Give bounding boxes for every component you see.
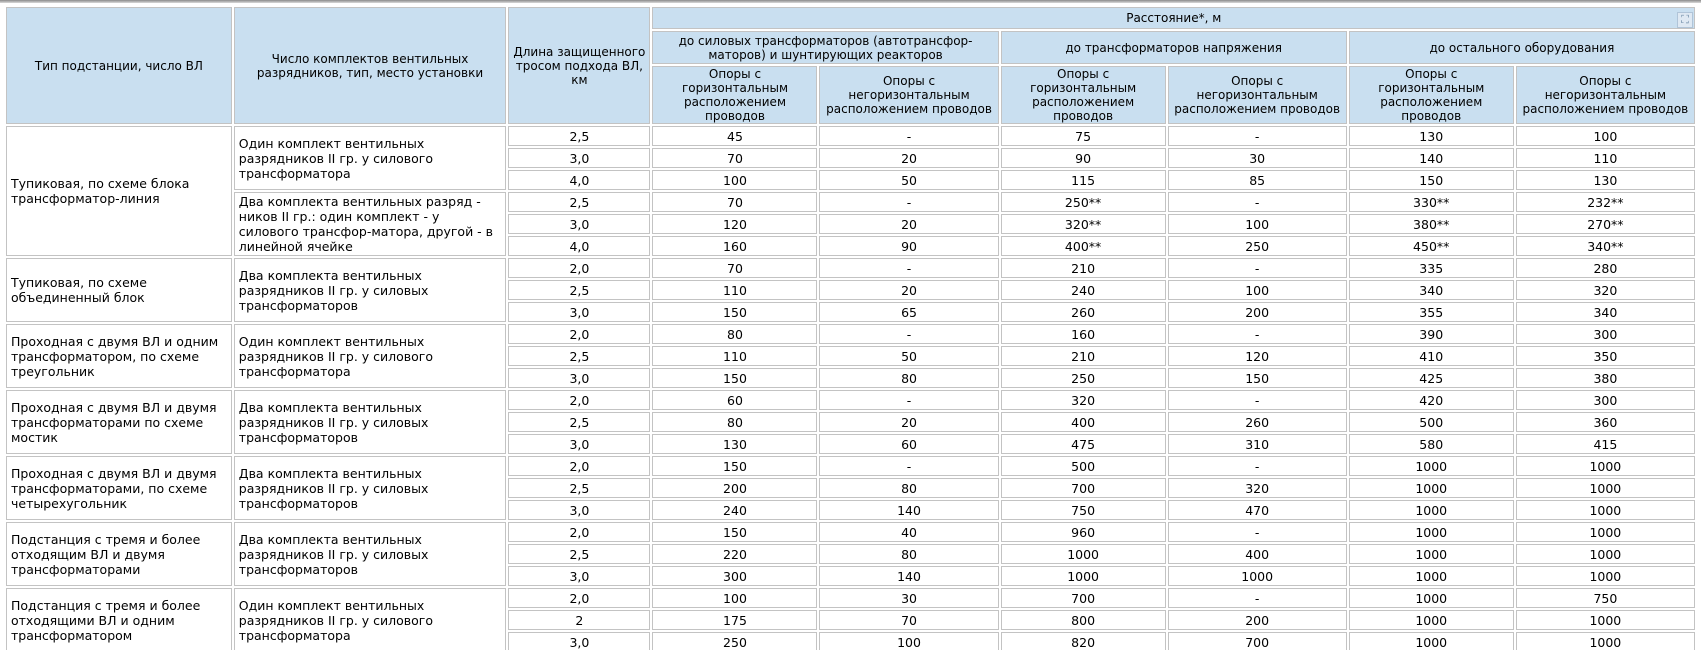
other-horizontal-cell: 330** bbox=[1349, 192, 1514, 212]
voltage-horizontal-cell: 1000 bbox=[1001, 566, 1166, 586]
power-nonhorizontal-cell: 70 bbox=[819, 610, 998, 630]
header-horizontal-supports: Опоры с горизонтальным расположением проводов bbox=[652, 66, 817, 124]
table-row bbox=[6, 390, 1695, 410]
length-cell: 2,5 bbox=[508, 478, 650, 498]
length-cell: 2,5 bbox=[508, 126, 650, 146]
other-nonhorizontal-cell: 100 bbox=[1516, 126, 1695, 146]
length-cell: 3,0 bbox=[508, 302, 650, 322]
voltage-nonhorizontal-cell: 310 bbox=[1168, 434, 1347, 454]
other-horizontal-cell: 380** bbox=[1349, 214, 1514, 234]
power-nonhorizontal-cell: 20 bbox=[819, 280, 998, 300]
length-cell: 3,0 bbox=[508, 434, 650, 454]
power-horizontal-cell: 240 bbox=[652, 500, 817, 520]
power-nonhorizontal-cell: 80 bbox=[819, 478, 998, 498]
power-horizontal-cell: 100 bbox=[652, 170, 817, 190]
power-nonhorizontal-cell: 50 bbox=[819, 346, 998, 366]
voltage-nonhorizontal-cell: 400 bbox=[1168, 544, 1347, 564]
power-nonhorizontal-cell: - bbox=[819, 192, 998, 212]
length-cell: 4,0 bbox=[508, 236, 650, 256]
length-cell: 2,0 bbox=[508, 324, 650, 344]
other-nonhorizontal-cell: 750 bbox=[1516, 588, 1695, 608]
length-cell: 3,0 bbox=[508, 566, 650, 586]
power-nonhorizontal-cell: 20 bbox=[819, 412, 998, 432]
other-nonhorizontal-cell: 340 bbox=[1516, 302, 1695, 322]
other-nonhorizontal-cell: 1000 bbox=[1516, 544, 1695, 564]
length-cell: 2,0 bbox=[508, 522, 650, 542]
power-nonhorizontal-cell: - bbox=[819, 126, 998, 146]
voltage-nonhorizontal-cell: - bbox=[1168, 324, 1347, 344]
power-horizontal-cell: 60 bbox=[652, 390, 817, 410]
other-nonhorizontal-cell: 1000 bbox=[1516, 500, 1695, 520]
power-horizontal-cell: 150 bbox=[652, 522, 817, 542]
other-nonhorizontal-cell: 280 bbox=[1516, 258, 1695, 278]
length-cell: 2,5 bbox=[508, 280, 650, 300]
header-group-voltage-transformers: до трансформаторов напряжения bbox=[1001, 31, 1347, 64]
length-cell: 2,5 bbox=[508, 192, 650, 212]
other-horizontal-cell: 1000 bbox=[1349, 500, 1514, 520]
voltage-nonhorizontal-cell: - bbox=[1168, 522, 1347, 542]
power-horizontal-cell: 175 bbox=[652, 610, 817, 630]
length-cell: 2,5 bbox=[508, 544, 650, 564]
voltage-horizontal-cell: 210 bbox=[1001, 346, 1166, 366]
power-nonhorizontal-cell: - bbox=[819, 456, 998, 476]
other-nonhorizontal-cell: 1000 bbox=[1516, 632, 1695, 652]
substation-type-cell: Тупиковая, по схеме объединенный блок bbox=[6, 258, 232, 322]
voltage-horizontal-cell: 500 bbox=[1001, 456, 1166, 476]
power-nonhorizontal-cell: 40 bbox=[819, 522, 998, 542]
power-horizontal-cell: 80 bbox=[652, 412, 817, 432]
voltage-horizontal-cell: 700 bbox=[1001, 478, 1166, 498]
arrester-set-cell: Два комплекта вентильных разрядников II гр. у силовых трансформаторов bbox=[234, 258, 506, 322]
other-nonhorizontal-cell: 300 bbox=[1516, 390, 1695, 410]
power-nonhorizontal-cell: 20 bbox=[819, 148, 998, 168]
distance-table bbox=[4, 5, 1697, 654]
table-row bbox=[6, 126, 1695, 146]
voltage-nonhorizontal-cell: - bbox=[1168, 126, 1347, 146]
power-nonhorizontal-cell: 20 bbox=[819, 214, 998, 234]
power-horizontal-cell: 110 bbox=[652, 346, 817, 366]
substation-type-cell: Подстанция с тремя и более отходящим ВЛ и двумя трансформаторами bbox=[6, 522, 232, 586]
table-row bbox=[6, 522, 1695, 542]
other-horizontal-cell: 580 bbox=[1349, 434, 1514, 454]
other-nonhorizontal-cell: 1000 bbox=[1516, 610, 1695, 630]
voltage-nonhorizontal-cell: - bbox=[1168, 390, 1347, 410]
voltage-nonhorizontal-cell: 100 bbox=[1168, 214, 1347, 234]
header-distance: Расстояние*, м bbox=[652, 7, 1695, 29]
header-horizontal-supports: Опоры с горизонтальным расположением проводов bbox=[1001, 66, 1166, 124]
length-cell: 2,0 bbox=[508, 456, 650, 476]
length-cell: 2,0 bbox=[508, 390, 650, 410]
substation-type-cell: Подстанция с тремя и более отходящими ВЛ и одним трансформатором bbox=[6, 588, 232, 652]
other-horizontal-cell: 450** bbox=[1349, 236, 1514, 256]
power-nonhorizontal-cell: - bbox=[819, 324, 998, 344]
voltage-horizontal-cell: 115 bbox=[1001, 170, 1166, 190]
voltage-horizontal-cell: 320** bbox=[1001, 214, 1166, 234]
other-horizontal-cell: 355 bbox=[1349, 302, 1514, 322]
header-group-power-transformers: до силовых трансформаторов (автотрансфор-маторов) и шунтирующих реакторов bbox=[652, 31, 998, 64]
header-nonhorizontal-supports: Опоры с негоризонтальным расположением проводов bbox=[1516, 66, 1695, 124]
voltage-horizontal-cell: 700 bbox=[1001, 588, 1166, 608]
other-nonhorizontal-cell: 130 bbox=[1516, 170, 1695, 190]
voltage-horizontal-cell: 820 bbox=[1001, 632, 1166, 652]
voltage-horizontal-cell: 400 bbox=[1001, 412, 1166, 432]
other-nonhorizontal-cell: 110 bbox=[1516, 148, 1695, 168]
other-horizontal-cell: 1000 bbox=[1349, 522, 1514, 542]
other-horizontal-cell: 410 bbox=[1349, 346, 1514, 366]
voltage-nonhorizontal-cell: 85 bbox=[1168, 170, 1347, 190]
other-nonhorizontal-cell: 1000 bbox=[1516, 478, 1695, 498]
arrester-set-cell: Два комплекта вентильных разрядников II гр. у силовых трансформаторов bbox=[234, 456, 506, 520]
other-nonhorizontal-cell: 415 bbox=[1516, 434, 1695, 454]
voltage-nonhorizontal-cell: 120 bbox=[1168, 346, 1347, 366]
arrester-set-cell: Один комплект вентильных разрядников II гр. у силового трансформатора bbox=[234, 588, 506, 652]
substation-type-cell: Проходная с двумя ВЛ и двумя трансформаторами, по схеме четырехугольник bbox=[6, 456, 232, 520]
length-cell: 4,0 bbox=[508, 170, 650, 190]
substation-type-cell: Проходная с двумя ВЛ и двумя трансформаторами по схеме мостик bbox=[6, 390, 232, 454]
power-nonhorizontal-cell: 50 bbox=[819, 170, 998, 190]
length-cell: 3,0 bbox=[508, 368, 650, 388]
length-cell: 2,0 bbox=[508, 258, 650, 278]
voltage-horizontal-cell: 320 bbox=[1001, 390, 1166, 410]
voltage-horizontal-cell: 90 bbox=[1001, 148, 1166, 168]
other-horizontal-cell: 150 bbox=[1349, 170, 1514, 190]
voltage-horizontal-cell: 800 bbox=[1001, 610, 1166, 630]
voltage-nonhorizontal-cell: 700 bbox=[1168, 632, 1347, 652]
voltage-nonhorizontal-cell: 200 bbox=[1168, 610, 1347, 630]
power-nonhorizontal-cell: 65 bbox=[819, 302, 998, 322]
substation-type-cell: Проходная с двумя ВЛ и одним трансформатором, по схеме треугольник bbox=[6, 324, 232, 388]
arrester-set-cell: Два комплекта вентильных разряд - ников II гр.: один комплект - у силового трансфор-матора, другой - в линейной ячейке bbox=[234, 192, 506, 256]
table-row bbox=[6, 258, 1695, 278]
other-horizontal-cell: 420 bbox=[1349, 390, 1514, 410]
length-cell: 2,5 bbox=[508, 346, 650, 366]
power-horizontal-cell: 80 bbox=[652, 324, 817, 344]
power-horizontal-cell: 120 bbox=[652, 214, 817, 234]
voltage-nonhorizontal-cell: 200 bbox=[1168, 302, 1347, 322]
arrester-set-cell: Два комплекта вентильных разрядников II гр. у силовых трансформаторов bbox=[234, 522, 506, 586]
power-nonhorizontal-cell: 60 bbox=[819, 434, 998, 454]
substation-type-cell: Тупиковая, по схеме блока трансформатор-линия bbox=[6, 126, 232, 256]
power-horizontal-cell: 100 bbox=[652, 588, 817, 608]
power-nonhorizontal-cell: - bbox=[819, 258, 998, 278]
header-nonhorizontal-supports: Опоры с негоризонтальным расположением проводов bbox=[819, 66, 998, 124]
other-nonhorizontal-cell: 350 bbox=[1516, 346, 1695, 366]
voltage-nonhorizontal-cell: - bbox=[1168, 456, 1347, 476]
length-cell: 2 bbox=[508, 610, 650, 630]
voltage-nonhorizontal-cell: 150 bbox=[1168, 368, 1347, 388]
voltage-nonhorizontal-cell: 30 bbox=[1168, 148, 1347, 168]
length-cell: 3,0 bbox=[508, 148, 650, 168]
other-horizontal-cell: 390 bbox=[1349, 324, 1514, 344]
power-nonhorizontal-cell: 80 bbox=[819, 544, 998, 564]
other-horizontal-cell: 500 bbox=[1349, 412, 1514, 432]
table-body bbox=[6, 126, 1695, 652]
power-nonhorizontal-cell: 80 bbox=[819, 368, 998, 388]
voltage-nonhorizontal-cell: 250 bbox=[1168, 236, 1347, 256]
other-horizontal-cell: 1000 bbox=[1349, 632, 1514, 652]
power-nonhorizontal-cell: 90 bbox=[819, 236, 998, 256]
other-horizontal-cell: 1000 bbox=[1349, 544, 1514, 564]
voltage-horizontal-cell: 75 bbox=[1001, 126, 1166, 146]
power-horizontal-cell: 150 bbox=[652, 302, 817, 322]
other-horizontal-cell: 1000 bbox=[1349, 478, 1514, 498]
voltage-nonhorizontal-cell: 260 bbox=[1168, 412, 1347, 432]
other-horizontal-cell: 140 bbox=[1349, 148, 1514, 168]
other-nonhorizontal-cell: 1000 bbox=[1516, 522, 1695, 542]
voltage-horizontal-cell: 160 bbox=[1001, 324, 1166, 344]
other-horizontal-cell: 335 bbox=[1349, 258, 1514, 278]
voltage-nonhorizontal-cell: - bbox=[1168, 588, 1347, 608]
other-horizontal-cell: 1000 bbox=[1349, 588, 1514, 608]
other-nonhorizontal-cell: 270** bbox=[1516, 214, 1695, 234]
voltage-horizontal-cell: 960 bbox=[1001, 522, 1166, 542]
voltage-horizontal-cell: 250** bbox=[1001, 192, 1166, 212]
voltage-nonhorizontal-cell: 470 bbox=[1168, 500, 1347, 520]
voltage-nonhorizontal-cell: - bbox=[1168, 192, 1347, 212]
table-row bbox=[6, 324, 1695, 344]
arrester-set-cell: Два комплекта вентильных разрядников II гр. у силовых трансформаторов bbox=[234, 390, 506, 454]
length-cell: 3,0 bbox=[508, 632, 650, 652]
voltage-horizontal-cell: 260 bbox=[1001, 302, 1166, 322]
other-horizontal-cell: 1000 bbox=[1349, 566, 1514, 586]
window-top-edge bbox=[0, 0, 1701, 3]
other-nonhorizontal-cell: 300 bbox=[1516, 324, 1695, 344]
power-nonhorizontal-cell: 30 bbox=[819, 588, 998, 608]
other-horizontal-cell: 425 bbox=[1349, 368, 1514, 388]
power-horizontal-cell: 250 bbox=[652, 632, 817, 652]
other-horizontal-cell: 340 bbox=[1349, 280, 1514, 300]
voltage-horizontal-cell: 240 bbox=[1001, 280, 1166, 300]
header-arrester-sets: Число комплектов вентильных разрядников, тип, место установки bbox=[234, 7, 506, 124]
power-horizontal-cell: 70 bbox=[652, 258, 817, 278]
voltage-nonhorizontal-cell: 320 bbox=[1168, 478, 1347, 498]
power-horizontal-cell: 160 bbox=[652, 236, 817, 256]
length-cell: 2,0 bbox=[508, 588, 650, 608]
power-horizontal-cell: 110 bbox=[652, 280, 817, 300]
other-horizontal-cell: 130 bbox=[1349, 126, 1514, 146]
voltage-horizontal-cell: 475 bbox=[1001, 434, 1166, 454]
header-substation-type: Тип подстанции, число ВЛ bbox=[6, 7, 232, 124]
voltage-nonhorizontal-cell: 100 bbox=[1168, 280, 1347, 300]
power-horizontal-cell: 300 bbox=[652, 566, 817, 586]
length-cell: 2,5 bbox=[508, 412, 650, 432]
other-nonhorizontal-cell: 360 bbox=[1516, 412, 1695, 432]
voltage-horizontal-cell: 750 bbox=[1001, 500, 1166, 520]
other-horizontal-cell: 1000 bbox=[1349, 456, 1514, 476]
power-horizontal-cell: 130 bbox=[652, 434, 817, 454]
table-row bbox=[6, 588, 1695, 608]
power-nonhorizontal-cell: 140 bbox=[819, 566, 998, 586]
power-nonhorizontal-cell: 140 bbox=[819, 500, 998, 520]
table-row bbox=[6, 456, 1695, 476]
header-group-other-equipment: до остального оборудования bbox=[1349, 31, 1695, 64]
voltage-nonhorizontal-cell: 1000 bbox=[1168, 566, 1347, 586]
other-nonhorizontal-cell: 340** bbox=[1516, 236, 1695, 256]
arrester-set-cell: Один комплект вентильных разрядников II гр. у силового трансформатора bbox=[234, 324, 506, 388]
power-nonhorizontal-cell: 100 bbox=[819, 632, 998, 652]
voltage-nonhorizontal-cell: - bbox=[1168, 258, 1347, 278]
power-horizontal-cell: 70 bbox=[652, 192, 817, 212]
other-nonhorizontal-cell: 380 bbox=[1516, 368, 1695, 388]
power-nonhorizontal-cell: - bbox=[819, 390, 998, 410]
table-row bbox=[6, 192, 1695, 212]
other-nonhorizontal-cell: 1000 bbox=[1516, 566, 1695, 586]
power-horizontal-cell: 70 bbox=[652, 148, 817, 168]
page-bottom-area bbox=[0, 650, 1701, 663]
voltage-horizontal-cell: 400** bbox=[1001, 236, 1166, 256]
length-cell: 3,0 bbox=[508, 214, 650, 234]
other-nonhorizontal-cell: 232** bbox=[1516, 192, 1695, 212]
arrester-set-cell: Один комплект вентильных разрядников II гр. у силового трансформатора bbox=[234, 126, 506, 190]
voltage-horizontal-cell: 1000 bbox=[1001, 544, 1166, 564]
expand-icon[interactable]: ⛶ bbox=[1677, 12, 1693, 28]
power-horizontal-cell: 200 bbox=[652, 478, 817, 498]
power-horizontal-cell: 220 bbox=[652, 544, 817, 564]
voltage-horizontal-cell: 250 bbox=[1001, 368, 1166, 388]
header-horizontal-supports: Опоры с горизонтальным расположением проводов bbox=[1349, 66, 1514, 124]
voltage-horizontal-cell: 210 bbox=[1001, 258, 1166, 278]
length-cell: 3,0 bbox=[508, 500, 650, 520]
other-horizontal-cell: 1000 bbox=[1349, 610, 1514, 630]
other-nonhorizontal-cell: 320 bbox=[1516, 280, 1695, 300]
header-approach-length: Длина защищенного тросом подхода ВЛ, км bbox=[508, 7, 650, 124]
power-horizontal-cell: 150 bbox=[652, 368, 817, 388]
power-horizontal-cell: 45 bbox=[652, 126, 817, 146]
power-horizontal-cell: 150 bbox=[652, 456, 817, 476]
other-nonhorizontal-cell: 1000 bbox=[1516, 456, 1695, 476]
header-nonhorizontal-supports: Опоры с негоризонтальным расположением проводов bbox=[1168, 66, 1347, 124]
